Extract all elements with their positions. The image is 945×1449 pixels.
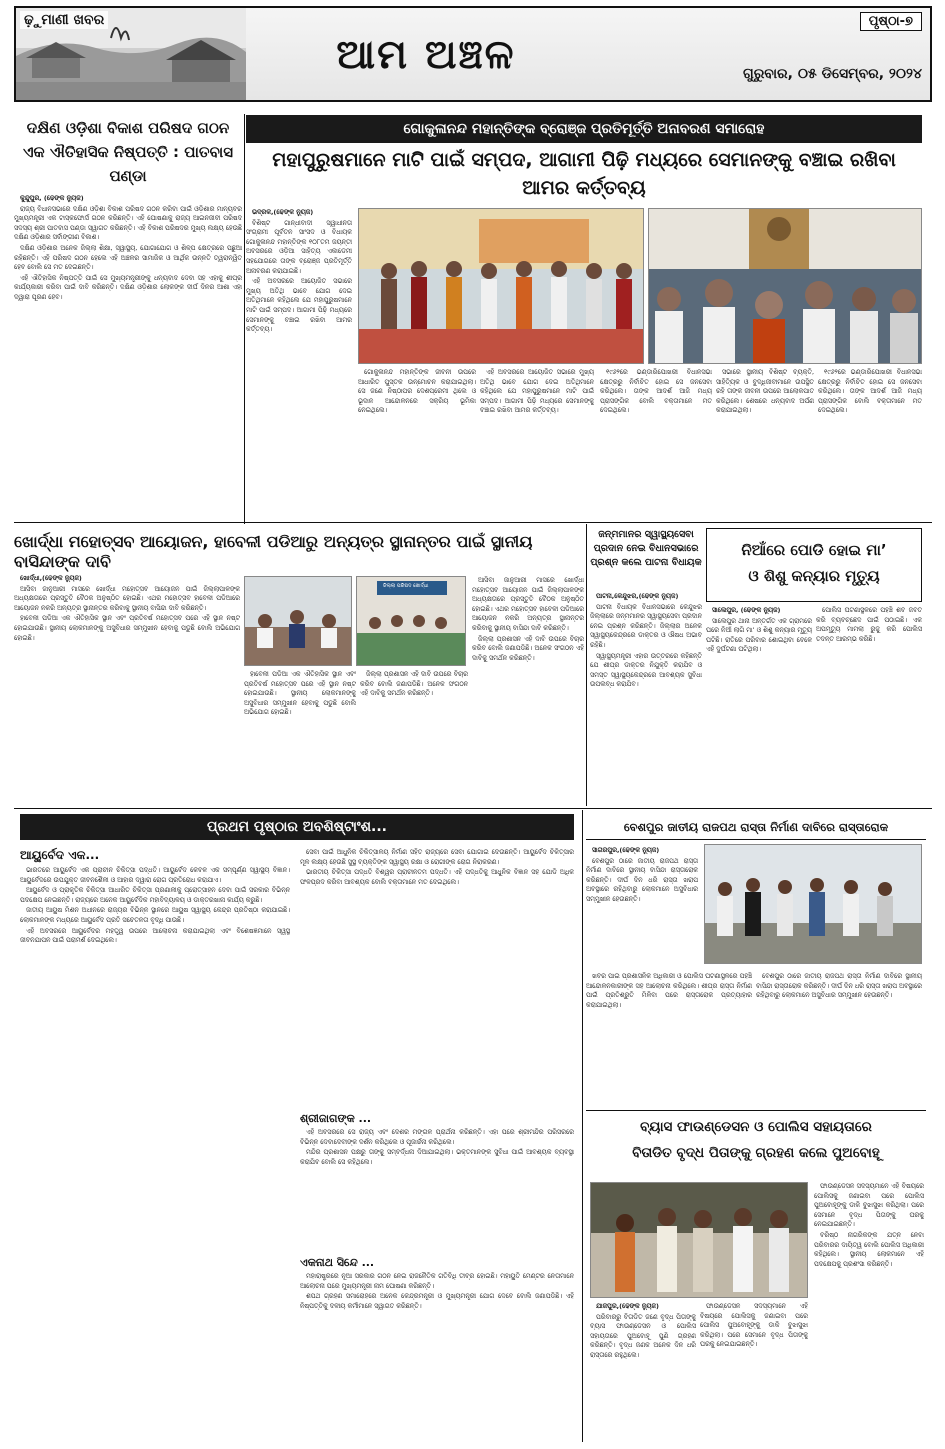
paragraph: ସେବା ପାଇଁ ଆଧୁନିକ ଚିକିତ୍ସାଳୟ ନିର୍ମାଣ ସହିତ ରାଜ୍ୟରେ ସେବା ଯୋଗାଇ ଦେଉଛନ୍ତି। ଆୟୁର୍ବେଦ ଚିକିତ୍ସାର ମୂଳ ଲକ୍ଷ୍ୟ ହେଉଛି ସୁସ୍ଥ ବ୍ୟକ୍ତିଙ୍କ ସ୍ୱାସ୍ଥ୍ୟ ରକ୍ଷା ଓ ରୋଗୀଙ୍କ ରୋଗ ନିରାକରଣ। <box>300 848 574 866</box>
dateline: ସାଲେପୁର, (ଢେଙ୍କ ନ୍ୟୁଜ) <box>712 606 781 614</box>
story2-col-6 <box>818 368 922 518</box>
photo-caption: ଜିଲ୍ଲା ପରିଷଦ ଖୋର୍ଦ୍ଧା <box>383 583 429 589</box>
headline <box>14 116 242 188</box>
story-dakshin-odisha <box>14 116 242 520</box>
paragraph: ମନ୍ଦିର ପ୍ରଶାସନ ପକ୍ଷରୁ ତାଙ୍କୁ ସମ୍ବର୍ଦ୍ଧନା ଦିଆଯାଇଥିଲା। ଭକ୍ତମାନଙ୍କ ସୁବିଧା ପାଇଁ ଆବଶ୍ୟକ ବ୍ୟବସ୍ଥା କରାଯିବ ବୋଲି ସେ କହିଥିଲେ। <box>300 1148 574 1166</box>
story7-headline: ବେଶପୁର ଜାତୀୟ ରାଜପଥ ରାସ୍ତା ନିର୍ମାଣ ଦାବିରେ ରାସ୍ତାରୋକ <box>586 818 926 840</box>
story5-headline-box <box>706 528 922 602</box>
horizontal-divider <box>586 1110 926 1111</box>
paragraph: ଭାରତୀୟ ଚିକିତ୍ସା ପଦ୍ଧତି ବିଶ୍ୱର ପ୍ରାଚୀନତମ ପଦ୍ଧତି। ଏହି ପଦ୍ଧତିକୁ ଆଧୁନିକ ବିଜ୍ଞାନ ସହ ଯୋଡି ଅଧିକ ଫଳପ୍ରଦ କରିବା ଆବଶ୍ୟକ ବୋଲି ବକ୍ତାମାନେ ମତ ଦେଇଥିଲେ। <box>300 868 574 886</box>
paragraph: ସ୍ୱାସ୍ଥ୍ୟମନ୍ତ୍ରୀ ଏହାର ଉତ୍ତରରେ କହିଛନ୍ତି ଯେ ଶୀଘ୍ର ଡାକ୍ତର ନିଯୁକ୍ତି କରାଯିବ ଓ ସମସ୍ତ ସ୍ୱାସ୍ଥ୍ୟକେନ୍ଦ୍ରରେ ଆବଶ୍ୟକ ସୁବିଧା ଉପଲବ୍ଧ କରାଯିବ। <box>590 651 702 689</box>
headline-line-1: ନିଆଁରେ ପୋଡି ହୋଇ ମା’ <box>741 541 887 559</box>
headline-line-1: ଦକ୍ଷିଣ ଓଡ଼ିଶା ବିକାଶ ପରିଷଦ ଗଠନ <box>26 119 230 137</box>
story3-col-1 <box>14 574 240 804</box>
date-line: ଗୁରୁବାର, ୦୫ ଡିସେମ୍ବର, ୨୦୨୪ <box>742 66 922 82</box>
paragraph: ଫାଉଣ୍ଡେସନ ସଦସ୍ୟମାନେ ଏହି ବିଷୟରେ ପୋଲିସକୁ ଜଣାଇବା ପରେ ପୋଲିସ ପୁଅବୋହୂଙ୍କୁ ଡାକି ବୁଝାସୁଝା କରିଥିଲା। ପରେ ସେମାନେ ବୃଦ୍ଧ ପିତାଙ୍କୁ ଘରକୁ ନେଇଯାଇଛନ୍ତି। <box>700 1302 808 1349</box>
paragraph: ବରିଷ୍ଠ ନାଗରିକଙ୍କ ଯତ୍ନ ନେବା ପରିବାରର ଦାୟିତ୍ୱ ବୋଲି ପୋଲିସ ଅଧିକାରୀ କହିଥିଲେ। ସ୍ଥାନୀୟ ଲୋକମାନେ ଏହି ପଦକ୍ଷେପକୁ ପ୍ରଶଂସା କରିଛନ୍ତି। <box>814 1230 924 1268</box>
story7-col-3 <box>756 972 922 1108</box>
story2-col-4 <box>600 368 712 518</box>
story2-col-5 <box>716 368 814 518</box>
paragraph: ଆସିବା ଜାନୁଆରୀ ମାସରେ ଖୋର୍ଦ୍ଧା ମହୋତ୍ସବ ଆୟୋଜନ ପାଇଁ ଜିଲ୍ଲାପାଳଙ୍କ ଅଧ୍ୟକ୍ଷତାରେ ପ୍ରସ୍ତୁତି ବୈଠକ ଅନୁଷ୍ଠିତ ହୋଇଛି। ଏଥର ମହୋତ୍ସବ ହାବେଳୀ ପଡିଆରେ ଆୟୋଜନ ନକରି ଅନ୍ୟତ୍ର ସ୍ଥାନାନ୍ତର କରିବାକୁ ସ୍ଥାନୀୟ ବାସିନ୍ଦା ଦାବି କରିଛନ୍ତି। <box>472 576 584 632</box>
story2-col-3 <box>480 368 594 518</box>
section-title-box <box>306 14 546 96</box>
paragraph: ଏହି ଅବସରରେ ସେ ରାଜ୍ୟ ଏବଂ ଦେଶର ମଙ୍ଗଳ ପ୍ରାର୍ଥନା କରିଛନ୍ତି। ଏହା ପରେ ଶ୍ରୀମନ୍ଦିର ପରିସରରେ ବିଭିନ୍ନ ଦେବାଦେବୀଙ୍କ ଦର୍ଶନ କରିଥିଲେ ଓ ପୂଜାର୍ଚ୍ଚନା କରିଥିଲେ। <box>300 1128 574 1146</box>
paragraph: ପୋଲିସ ଘଟଣାସ୍ଥଳରେ ପହଞ୍ଚି ଶବ ଜବତ କରି ବ୍ୟବଚ୍ଛେଦ ପାଇଁ ପଠାଇଛି। ଏକ ଅପମୃତ୍ୟୁ ମାମଲା ରୁଜୁ କରି ପୋଲିସ ତଦନ୍ତ ଆରମ୍ଭ କରିଛି। <box>816 606 922 643</box>
column-divider <box>244 114 245 524</box>
paragraph: ଜିଲ୍ଲା ପ୍ରଶାସନ ଏହି ଦାବି ଉପରେ ବିଚାର କରିବ ବୋଲି ଜଣାପଡିଛି। ଅନେକ ସଂଗଠନ ଏହି ଦାବିକୁ ସମର୍ଥନ କରିଛନ୍ତି। <box>472 634 584 662</box>
story6-col-4 <box>300 1272 574 1438</box>
dateline: ଭଦ୍ରକ,(ଢେଙ୍କ ନ୍ୟୁଜ) <box>252 208 314 216</box>
story5-col-1 <box>706 606 812 806</box>
story7-col-2 <box>586 972 752 1108</box>
paragraph: ସଭାରେ ସ୍ଥାନୀୟ ବିଶିଷ୍ଟ ବ୍ୟକ୍ତି, ସାହିତ୍ୟିକ ଓ ବୁଦ୍ଧିଜୀବୀମାନେ ଉପସ୍ଥିତ ରହି ତାଙ୍କ ଜୀବନୀ ଉପରେ ଆଲୋକପାତ କରିଥିଲେ। ଶେଷରେ ଧନ୍ୟବାଦ ଅର୍ପଣ କରାଯାଇଥିଲା। <box>716 368 814 415</box>
paragraph: ଭାରତରେ ଆୟୁର୍ବେଦ ଏକ ପ୍ରାଚୀନ ଚିକିତ୍ସା ପଦ୍ଧତି। ଆୟୁର୍ବେଦ କେବଳ ଏକ ସମ୍ପୂର୍ଣ୍ଣ ସ୍ୱାସ୍ଥ୍ୟ ବିଜ୍ଞାନ। ଆୟୁର୍ବେଦରେ ଉପଯୁକ୍ତ ଜୀବନଶୈଳୀ ଓ ଆହାର ଦ୍ୱାରା ରୋଗ ପ୍ରତିରୋଧ କରାଯାଏ। <box>20 866 290 884</box>
continued-banner: ପ୍ରଥମ ପୃଷ୍ଠାର ଅବଶିଷ୍ଟାଂଶ... <box>20 814 574 840</box>
paragraph: ଏହି ଅବସରରେ ଆୟୁର୍ବେଦର ମହତ୍ତ୍ୱ ଉପରେ ଆଲୋଚନା କରାଯାଇଥିଲା ଏବଂ ବିଶେଷଜ୍ଞମାନେ ସ୍ୱସ୍ଥ ଜୀବନଯାପନ ପାଇଁ ପରାମର୍ଶ ଦେଇଥିଲେ। <box>20 926 290 945</box>
paragraph: ଏହି ଐତିହାସିକ ନିଷ୍ପତ୍ତି ପାଇଁ ସେ ମୁଖ୍ୟମନ୍ତ୍ରୀଙ୍କୁ ଧନ୍ୟବାଦ ଦେବା ସହ ଏହାକୁ ଶୀଘ୍ର କାର୍ଯ୍ୟକାରୀ କରିବା ପାଇଁ ଦାବି କରିଛନ୍ତି। ଦକ୍ଷିଣ ଓଡ଼ିଶାର ଲୋକଙ୍କ ଦୀର୍ଘ ଦିନର ଆଶା ଏହା ଦ୍ୱାରା ପୂରଣ ହେବ। <box>14 273 242 301</box>
paragraph: ଜାତୀୟ ଆୟୁଷ ମିଶନ ଅଧୀନରେ ରାଜ୍ୟର ବିଭିନ୍ନ ସ୍ଥାନରେ ଆୟୁଷ ସ୍ୱାସ୍ଥ୍ୟ କେନ୍ଦ୍ର ପ୍ରତିଷ୍ଠା କରାଯାଇଛି। ଲୋକମାନଙ୍କ ମଧ୍ୟରେ ଆୟୁର୍ବେଦ ପ୍ରତି ସଚେତନତା ବୃଦ୍ଧି ପାଉଛି। <box>20 906 290 924</box>
story6-col-3 <box>300 1128 574 1248</box>
paragraph: ସାଲେପୁର ଥାନା ଅନ୍ତର୍ଗତ ଏକ ଗ୍ରାମରେ ଘରେ ନିଆଁ ଲାଗି ମା’ ଓ ଶିଶୁ କନ୍ୟାର ମୃତ୍ୟୁ ଘଟିଛି। ରାତିରେ ପରିବାର ଶୋଇଥିବା ବେଳେ ଏହି ଦୁର୍ଘଟଣା ଘଟିଥିଲା। <box>706 616 812 654</box>
story2-lead-column <box>246 208 352 518</box>
paragraph: ଦକ୍ଷିଣ ଓଡ଼ିଶାର ଅନେକ ଜିଲ୍ଲା ଶିକ୍ଷା, ସ୍ୱାସ୍ଥ୍ୟ, ଯୋଗାଯୋଗ ଓ ଶିଳ୍ପ କ୍ଷେତ୍ରରେ ପଛୁଆ ରହିଛନ୍ତି। ଏହି ପରିଷଦ ଗଠନ ହେଲେ ଏହି ଅଞ୍ଚଳର ସାମାଜିକ ଓ ଆର୍ଥିକ ଉନ୍ନତି ତ୍ୱରାନ୍ୱିତ ହେବ ବୋଲି ସେ ମତ ଦେଇଛନ୍ତି। <box>14 243 242 272</box>
story8-col-right <box>814 1182 924 1438</box>
paragraph: ହାବେଳୀ ପଡିଆ ଏକ ଐତିହାସିକ ସ୍ଥାନ ଏବଂ ପ୍ରତିବର୍ଷ ମହୋତ୍ସବ ପରେ ଏହି ସ୍ଥାନ ନଷ୍ଟ ହୋଇଯାଉଛି। ସ୍ଥାନୀୟ ଲୋକମାନଙ୍କୁ ଅସୁବିଧାର ସମ୍ମୁଖୀନ ହେବାକୁ ପଡୁଛି ବୋଲି ଅଭିଯୋଗ ହୋଇଛି। <box>14 614 240 642</box>
paragraph: ଫାଉଣ୍ଡେସନ ସଦସ୍ୟମାନେ ଏହି ବିଷୟରେ ପୋଲିସକୁ ଜଣାଇବା ପରେ ପୋଲିସ ପୁଅବୋହୂଙ୍କୁ ଡାକି ବୁଝାସୁଝା କରିଥିଲା। ପରେ ସେମାନେ ବୃଦ୍ଧ ପିତାଙ୍କୁ ଘରକୁ ନେଇଯାଇଛନ୍ତି। <box>814 1182 924 1229</box>
paragraph: ୧୯୬୨ରେ ଭଣ୍ଡାରିପୋଖରୀ ବିଧାନସଭା କ୍ଷେତ୍ରରୁ ନିର୍ବାଚିତ ହୋଇ ସେ ଜନସେବା କରିଥିଲେ। ତାଙ୍କ ଆଦର୍ଶ ଆଜି ମଧ୍ୟ ପ୍ରାସଙ୍ଗିକ ବୋଲି ବକ୍ତାମାନେ ମତ ଦେଇଥିଲେ। <box>600 368 712 415</box>
story6-col-2 <box>300 848 574 1108</box>
dateline: ଯାଜପୁର,(ଢେଙ୍କ ନ୍ୟୁଜ) <box>596 1302 659 1310</box>
paragraph: ଆୟୁର୍ବେଦ ଓ ପ୍ରାକୃତିକ ଚିକିତ୍ସା ଆଧାରିତ ଚିକିତ୍ସା ପ୍ରଣାଳୀକୁ ପ୍ରୋତ୍ସାହନ ଦେବା ପାଇଁ ସରକାର ବିଭିନ୍ନ ପଦକ୍ଷେପ ନେଇଛନ୍ତି। ରାଜ୍ୟରେ ଅନେକ ଆୟୁର୍ବେଦିକ ମହାବିଦ୍ୟାଳୟ ଓ ଡାକ୍ତରଖାନା କାର୍ଯ୍ୟ କରୁଛି। <box>20 886 290 904</box>
horizontal-divider <box>14 522 932 523</box>
paragraph: ଏହି ଅବସରରେ ଆୟୋଜିତ ସଭାରେ ମୁଖ୍ୟ ଅତିଥି ଭାବେ ଯୋଗ ଦେଇ ଅତିଥିମାନେ କହିଥିଲେ ଯେ ମହାପୁରୁଷମାନେ ମାଟି ପାଇଁ ସମ୍ପଦ। ଆଗାମୀ ପିଢ଼ି ମଧ୍ୟରେ ସେମାନଙ୍କୁ ବଞ୍ଚାଇ ରଖିବା ଆମର କର୍ତ୍ତବ୍ୟ। <box>246 277 352 334</box>
paragraph: ୧୯୬୨ରେ ଭଣ୍ଡାରିପୋଖରୀ ବିଧାନସଭା କ୍ଷେତ୍ରରୁ ନିର୍ବାଚିତ ହୋଇ ସେ ଜନସେବା କରିଥିଲେ। ତାଙ୍କ ଆଦର୍ଶ ଆଜି ମଧ୍ୟ ପ୍ରାସଙ୍ଗିକ ବୋଲି ବକ୍ତାମାନେ ମତ ଦେଇଥିଲେ। <box>818 368 922 415</box>
story3-col-3 <box>360 670 468 804</box>
story7-col-1 <box>586 846 698 970</box>
photo-statue-unveiling <box>648 208 922 364</box>
paragraph: ବିଶିଷ୍ଟ ଗାନ୍ଧୀବାଦୀ ସ୍ୱାଧୀନତା ସଂଗ୍ରାମୀ ପୂର୍ବତନ ସାଂସଦ ଓ ବିଧାୟକ ଗୋକୁଳାନନ୍ଦ ମହାନ୍ତିଙ୍କ ୧୦୮ତମ ଜୟନ୍ତୀ ଅବସରରେ ଓଡ଼ିଆ ସାହିତ୍ୟ ଏକାଡେମୀ ସହଯୋଗରେ ତାଙ୍କ ବ୍ରୋଞ୍ଜ ପ୍ରତିମୂର୍ତ୍ତି ଅନାବରଣ କରାଯାଇଛି। <box>246 218 352 275</box>
paragraph: ଜିଲ୍ଲା ପ୍ରଶାସନ ଏହି ଦାବି ଉପରେ ବିଚାର କରିବ ବୋଲି ଜଣାପଡିଛି। ଅନେକ ସଂଗଠନ ଏହି ଦାବିକୁ ସମର୍ଥନ କରିଛନ୍ତି। <box>360 670 468 698</box>
story3-col-4 <box>472 576 584 804</box>
paragraph: ପାଟନା ବିଧାୟକ ବିଧାନସଭାରେ କେନ୍ଦୁଝର ଜିଲ୍ଲାରେ ଜନ୍ମମାନର ସ୍ୱାସ୍ଥ୍ୟସେବା ପ୍ରଦାନ ନେଇ ପ୍ରଶ୍ନ କରିଛନ୍ତି। ଜିଲ୍ଲାର ଅନେକ ସ୍ୱାସ୍ଥ୍ୟକେନ୍ଦ୍ରରେ ଡାକ୍ତର ଓ ଔଷଧ ଅଭାବ ରହିଛି। <box>590 602 702 649</box>
paragraph: ମହାରାଷ୍ଟ୍ରରେ ନୂଆ ସରକାର ଗଠନ ନେଇ ରାଜନୈତିକ ଗତିବିଧି ତୀବ୍ର ହୋଇଛି। ମହାୟୁତି ମେଣ୍ଟର ନେତାମାନେ ଆଲୋଚନା ପରେ ମୁଖ୍ୟମନ୍ତ୍ରୀ ନାମ ଘୋଷଣା କରିଛନ୍ତି। <box>300 1272 574 1290</box>
masthead <box>14 6 932 102</box>
paragraph: ବେଶପୁର ଠାରେ ଜାତୀୟ ରାଜପଥ ରାସ୍ତା ନିର୍ମାଣ ଦାବିରେ ସ୍ଥାନୀୟ ବାସିନ୍ଦା ରାସ୍ତାରୋକ କରିଛନ୍ତି। ଦୀର୍ଘ ଦିନ ଧରି ରାସ୍ତା ଖରାପ ଅବସ୍ଥାରେ ରହିଥିବାରୁ ଲୋକମାନେ ଅସୁବିଧାର ସମ୍ମୁଖୀନ ହେଉଛନ୍ତି। <box>756 972 922 1000</box>
story8-col-1 <box>590 1302 696 1438</box>
story3-col-2 <box>244 670 356 804</box>
dateline: କୁନ୍ଦୁପୁର, (ଢେଙ୍କ ନ୍ୟୁଜ) <box>20 194 84 202</box>
story8-headline <box>586 1114 926 1176</box>
paragraph: ଶପଥ ଗ୍ରହଣ ସମାରୋହରେ ଅନେକ କେନ୍ଦ୍ରମନ୍ତ୍ରୀ ଓ ମୁଖ୍ୟମନ୍ତ୍ରୀ ଯୋଗ ଦେବେ ବୋଲି ଜଣାପଡିଛି। ଏହି ନିଷ୍ପତ୍ତିକୁ ଦଳୀୟ କର୍ମୀମାନେ ସ୍ୱାଗତ କରିଛନ୍ତି। <box>300 1292 574 1310</box>
page-label: ପୃଷ୍ଠା-୭ <box>860 12 922 31</box>
paragraph: ହାବେଳୀ ପଡିଆ ଏକ ଐତିହାସିକ ସ୍ଥାନ ଏବଂ ପ୍ରତିବର୍ଷ ମହୋତ୍ସବ ପରେ ଏହି ସ୍ଥାନ ନଷ୍ଟ ହୋଇଯାଉଛି। ସ୍ଥାନୀୟ ଲୋକମାନଙ୍କୁ ଅସୁବିଧାର ସମ୍ମୁଖୀନ ହେବାକୁ ପଡୁଛି ବୋଲି ଅଭିଯୋଗ ହୋଇଛି। <box>244 670 356 717</box>
story6-col-1 <box>20 866 290 1438</box>
story4-body <box>590 592 702 806</box>
paragraph: ପରିବାରରୁ ବିତାଡିତ ଜଣେ ବୃଦ୍ଧ ପିତାଙ୍କୁ ବ୍ୟାସ ଫାଉଣ୍ଡେସନ ଓ ପୋଲିସ ସହାୟତାରେ ପୁଅବୋହୂ ପୁଣି ଗ୍ରହଣ କରିଛନ୍ତି। ବୃଦ୍ଧ ଜଣକ ଅନେକ ଦିନ ଧରି ରାସ୍ତାରେ ରହୁଥିଲେ। <box>590 1312 696 1359</box>
photo-road-protest <box>704 844 922 964</box>
main-headline: ମହାପୁରୁଷମାନେ ମାଟି ପାଇଁ ସମ୍ପଦ, ଆଗାମୀ ପିଢ଼ି ମଧ୍ୟରେ ସେମାନଙ୍କୁ ବଞ୍ଚାଇ ରଖିବା ଆମର କର୍ତ୍ତବ୍ୟ <box>272 149 896 199</box>
paragraph: ଗୋକୁଳାନନ୍ଦ ମହାନ୍ତିଙ୍କ ଜୀବନୀ ଉପରେ ଆଧାରିତ ପୁସ୍ତକ ଉନ୍ମୋଚନ କରାଯାଇଥିଲା। ସେ ଜଣେ ନିଷ୍ଠାପର ଦେଶପ୍ରେମୀ ଥିଲେ ଓ ଭୂଦାନ ଆନ୍ଦୋଳନରେ ସକ୍ରିୟ ଭୂମିକା ନେଇଥିଲେ। <box>358 368 476 415</box>
subhead-ayurveda: ଆୟୁର୍ବେଦ ଏକ... <box>20 848 100 862</box>
masthead-photo <box>16 8 246 100</box>
headline-line-1: ବ୍ୟାସ ଫାଉଣ୍ଡେସନ ଓ ପୋଲିସ ସହାୟତାରେ <box>640 1119 872 1135</box>
photo-conference <box>356 576 466 666</box>
subhead-srijag: ଶ୍ରୀଜାଗଙ୍କ ... <box>300 1112 372 1125</box>
headline-line-2: ବିତାଡିତ ବୃଦ୍ଧ ପିତାଙ୍କୁ ଗ୍ରହଣ କଲେ ପୁଅବୋହୂ <box>632 1145 880 1161</box>
paragraph: ଖବର ପାଇ ପ୍ରଶାସନିକ ଅଧିକାରୀ ଓ ପୋଲିସ ଘଟଣାସ୍ଥଳରେ ପହଞ୍ଚି ଆନ୍ଦୋଳନକାରୀଙ୍କ ସହ ଆଲୋଚନା କରିଥିଲେ। ଶୀଘ୍ର ରାସ୍ତା ନିର୍ମାଣ ପାଇଁ ପ୍ରତିଶ୍ରୁତି ମିଳିବା ପରେ ରାସ୍ତାରୋକ ପ୍ରତ୍ୟାହାର କରାଯାଇଥିଲା। <box>586 972 752 1009</box>
article-body <box>14 194 242 540</box>
photo-elderly-father <box>590 1182 808 1298</box>
kicker-banner: ଗୋକୁଳାନନ୍ଦ ମହାନ୍ତିଙ୍କ ବ୍ରୋଞ୍ଜ ପ୍ରତିମୂର୍ତ୍ତି ଅନାବରଣ ସମାରୋହ <box>246 115 922 143</box>
paragraph: ଏହି ଅବସରରେ ଆୟୋଜିତ ସଭାରେ ମୁଖ୍ୟ ଅତିଥି ଭାବେ ଯୋଗ ଦେଇ ଅତିଥିମାନେ କହିଥିଲେ ଯେ ମହାପୁରୁଷମାନେ ମାଟି ପାଇଁ ସମ୍ପଦ। ଆଗାମୀ ପିଢ଼ି ମଧ୍ୟରେ ସେମାନଙ୍କୁ ବଞ୍ଚାଇ ରଖିବା ଆମର କର୍ତ୍ତବ୍ୟ। <box>480 368 594 415</box>
section-title: ଆମ ଅଞ୍ଚଳ <box>336 32 516 78</box>
story8-col-2 <box>700 1302 808 1438</box>
story4-headline: ଜନ୍ମମାନର ସ୍ୱାସ୍ଥ୍ୟସେବା ପ୍ରଦାନ ନେଇ ବିଧାନସଭାରେ ପ୍ରଶ୍ନ କଲେ ପାଟନା ବିଧାୟକ <box>590 529 702 568</box>
column-divider <box>586 524 587 806</box>
dateline: ପାଟନା,କେନ୍ଦୁଝର,(ଢେଙ୍କ ନ୍ୟୁଜ) <box>596 592 679 600</box>
photo-book-release <box>358 208 644 364</box>
column-divider <box>582 810 583 1442</box>
paragraph: ବେଶପୁର ଠାରେ ଜାତୀୟ ରାଜପଥ ରାସ୍ତା ନିର୍ମାଣ ଦାବିରେ ସ୍ଥାନୀୟ ବାସିନ୍ଦା ରାସ୍ତାରୋକ କରିଛନ୍ତି। ଦୀର୍ଘ ଦିନ ଧରି ରାସ୍ତା ଖରାପ ଅବସ୍ଥାରେ ରହିଥିବାରୁ ଲୋକମାନେ ଅସୁବିଧାର ସମ୍ମୁଖୀନ ହେଉଛନ୍ତି। <box>586 856 698 903</box>
paragraph: ଆସିବା ଜାନୁଆରୀ ମାସରେ ଖୋର୍ଦ୍ଧା ମହୋତ୍ସବ ଆୟୋଜନ ପାଇଁ ଜିଲ୍ଲାପାଳଙ୍କ ଅଧ୍ୟକ୍ଷତାରେ ପ୍ରସ୍ତୁତି ବୈଠକ ଅନୁଷ୍ଠିତ ହୋଇଛି। ଏଥର ମହୋତ୍ସବ ହାବେଳୀ ପଡିଆରେ ଆୟୋଜନ ନକରି ଅନ୍ୟତ୍ର ସ୍ଥାନାନ୍ତର କରିବାକୁ ସ୍ଥାନୀୟ ବାସିନ୍ଦା ଦାବି କରିଛନ୍ତି। <box>14 584 240 612</box>
dateline: ଖୋର୍ଦ୍ଧା,(ଢେଙ୍କ ନ୍ୟୁଜ) <box>20 574 82 582</box>
dateline: ସାଗରପୁର,(ଢେଙ୍କ ନ୍ୟୁଜ) <box>592 846 660 854</box>
horizontal-divider <box>14 808 932 809</box>
subhead-eknath: ଏକନାଥ ସିନ୍ଦେ ... <box>300 1256 375 1269</box>
headline-line-2: ଏକ ଐତିହାସିକ ନିଷ୍ପତ୍ତି : ପାତବାସ ପଣ୍ଡା <box>22 143 234 185</box>
headline-line-2: ଓ ଶିଶୁ କନ୍ୟାର ମୃତ୍ୟୁ <box>748 567 880 585</box>
story2-col-2 <box>358 368 476 518</box>
story3-headline: ଖୋର୍ଦ୍ଧା ମହୋତ୍ସବ ଆୟୋଜନ, ହାବେଳୀ ପଡିଆରୁ ଅନ୍ୟତ୍ର ସ୍ଥାନାନ୍ତର ପାଇଁ ସ୍ଥାନୀୟ ବାସିନ୍ଦାଙ୍କ ଦାବି <box>14 532 533 571</box>
photo-meeting <box>244 576 352 666</box>
paper-name: ଢ଼ୁମାଣୀ ଖବର <box>20 11 108 29</box>
paragraph: ରାଜ୍ୟ ବିଧାନସଭାରେ ଦକ୍ଷିଣ ଓଡ଼ିଶା ବିକାଶ ପରିଷଦ ଗଠନ କରିବା ପାଇଁ ଓଡ଼ିଶାର ମାନ୍ୟବର ମୁଖ୍ୟମନ୍ତ୍ରୀ ଏକ ଟାସ୍କଫୋର୍ସ ଗଠନ କରିଛନ୍ତି। ଏହି ଘୋଷଣାକୁ ରାଜ୍ୟ ଆଇନଜୀବୀ ପରିଷଦ ସଦସ୍ୟ ଶ୍ରୀ ପାତବାସ ପଣ୍ଡା ସ୍ୱାଗତ କରିଛନ୍ତି। ଏହି ବିକାଶ ପରିଷଦର ମୁଖ୍ୟ ଲକ୍ଷ୍ୟ ହେଉଛି ଦକ୍ଷିଣ ଓଡ଼ିଶାର ସର୍ବାଙ୍ଗୀଣ ବିକାଶ। <box>14 204 242 242</box>
story5-col-2 <box>816 606 922 806</box>
